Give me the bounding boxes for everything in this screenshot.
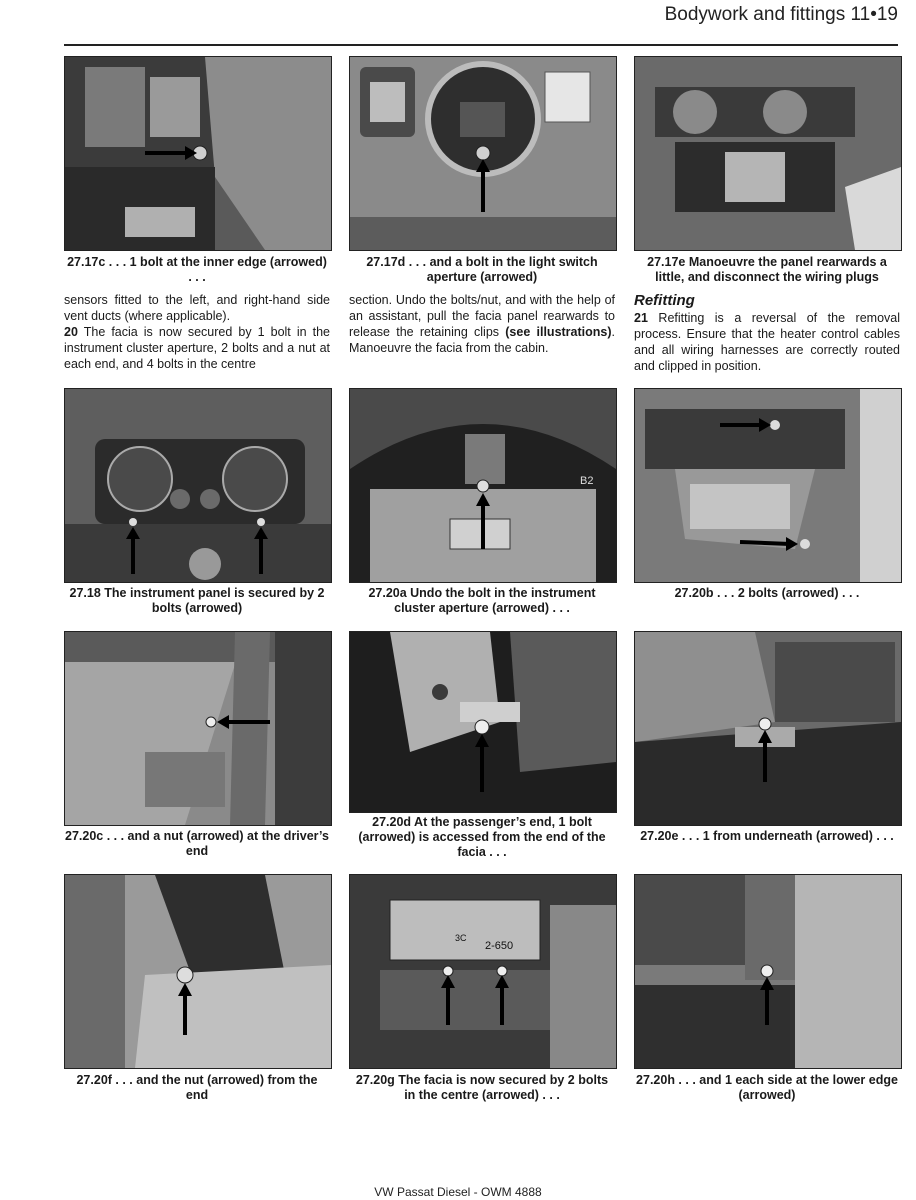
photo-27-20h bbox=[634, 874, 902, 1069]
caption-27-17e: 27.17e Manoeuvre the panel rearwards a little, and disconnect the wiring plugs bbox=[647, 255, 887, 284]
caption-27-20b: 27.20b . . . 2 bolts (arrowed) . . . bbox=[674, 586, 860, 600]
caption-27-20d: 27.20d At the passenger’s end, 1 bolt (arrowed) is accessed from the end of the facia . . . bbox=[358, 815, 606, 859]
caption-27-20c: 27.20c . . . and a nut (arrowed) at the driver’s end bbox=[65, 829, 329, 858]
arrow-icon bbox=[740, 542, 790, 544]
paragraph-number: 20 bbox=[64, 325, 78, 339]
photo-27-20h-image bbox=[635, 875, 901, 1068]
photo-27-20e bbox=[634, 631, 902, 826]
photo-27-20c-image bbox=[65, 632, 331, 825]
caption-27-20g: 27.20g The facia is now secured by 2 bolts in the centre (arrowed) . . . bbox=[355, 1073, 609, 1102]
photo-27-20e-image bbox=[635, 632, 901, 825]
paragraph-20 bbox=[64, 324, 330, 372]
caption-27-18: 27.18 The instrument panel is secured by 2 bolts (arrowed) bbox=[69, 586, 325, 615]
caption-27-20f: 27.20f . . . and the nut (arrowed) from the end bbox=[76, 1073, 318, 1102]
photo-27-17e bbox=[634, 56, 902, 251]
photo-27-20g-image bbox=[350, 875, 616, 1068]
photo-27-20d-image bbox=[350, 632, 616, 812]
photo-27-17c-image bbox=[65, 57, 331, 250]
caption-27-20a: 27.20a Undo the bolt in the instrument cluster aperture (arrowed) . . . bbox=[368, 586, 596, 615]
paragraph-number: 21 bbox=[634, 311, 648, 325]
paragraph-continued: sensors fitted to the left, and right-hand side vent ducts (where applicable). bbox=[64, 293, 330, 323]
photo-27-18 bbox=[64, 388, 332, 583]
text-column-3 bbox=[634, 292, 900, 374]
page-title: Bodywork and fittings 11•19 bbox=[664, 4, 898, 25]
caption-27-20e: 27.20e . . . 1 from underneath (arrowed) . . . bbox=[640, 829, 894, 843]
text-column-2 bbox=[349, 292, 615, 356]
photo-27-17e-image bbox=[635, 57, 901, 250]
photo-27-20d bbox=[349, 631, 617, 813]
caption-27-17d: 27.17d . . . and a bolt in the light switch aperture (arrowed) bbox=[366, 255, 598, 284]
module-label: 2-650 bbox=[485, 940, 514, 952]
photo-27-17d bbox=[349, 56, 617, 251]
text-column-1 bbox=[64, 292, 330, 372]
photo-27-20f bbox=[64, 874, 332, 1069]
paragraph-21 bbox=[634, 310, 900, 374]
paragraph-text: The facia is now secured by 1 bolt in the instrument cluster aperture, 2 bolts and a nut at each end, and 4 bolts in the centre bbox=[64, 325, 330, 371]
paragraph-text: Refitting is a reversal of the removal process. Ensure that the heater control cables and all wiring harnesses are correctly routed and clipped in position. bbox=[634, 311, 900, 373]
paragraph-text: section. Undo the bolts/nut, and with the help of an assistant, pull the facia panel rearwards to release the retaining clips bbox=[349, 293, 615, 339]
panel-marking: B2 bbox=[580, 475, 594, 487]
section-heading: Refitting bbox=[634, 292, 695, 309]
caption-27-20h: 27.20h . . . and 1 each side at the lower edge (arrowed) bbox=[636, 1073, 898, 1102]
illustrations-reference: (see illustrations) bbox=[505, 325, 612, 339]
photo-27-20a-image bbox=[350, 389, 616, 582]
photo-27-20a bbox=[349, 388, 617, 583]
photo-27-17c bbox=[64, 56, 332, 251]
paragraph-continued bbox=[349, 292, 615, 356]
page-footer: VW Passat Diesel - OWM 4888 bbox=[374, 1185, 542, 1199]
photo-27-20f-image bbox=[65, 875, 331, 1068]
photo-27-20b bbox=[634, 388, 902, 583]
photo-27-18-image bbox=[65, 389, 331, 582]
photo-27-20g bbox=[349, 874, 617, 1069]
photo-27-17d-image bbox=[350, 57, 616, 250]
paragraph-text-end: . Manoeuvre the facia from the cabin. bbox=[349, 325, 616, 355]
page-header bbox=[64, 0, 898, 46]
photo-27-20b-image bbox=[635, 389, 901, 582]
photo-27-20c bbox=[64, 631, 332, 826]
module-code: 3C bbox=[455, 933, 467, 943]
caption-27-17c: 27.17c . . . 1 bolt at the inner edge (arrowed) . . . bbox=[67, 255, 327, 284]
